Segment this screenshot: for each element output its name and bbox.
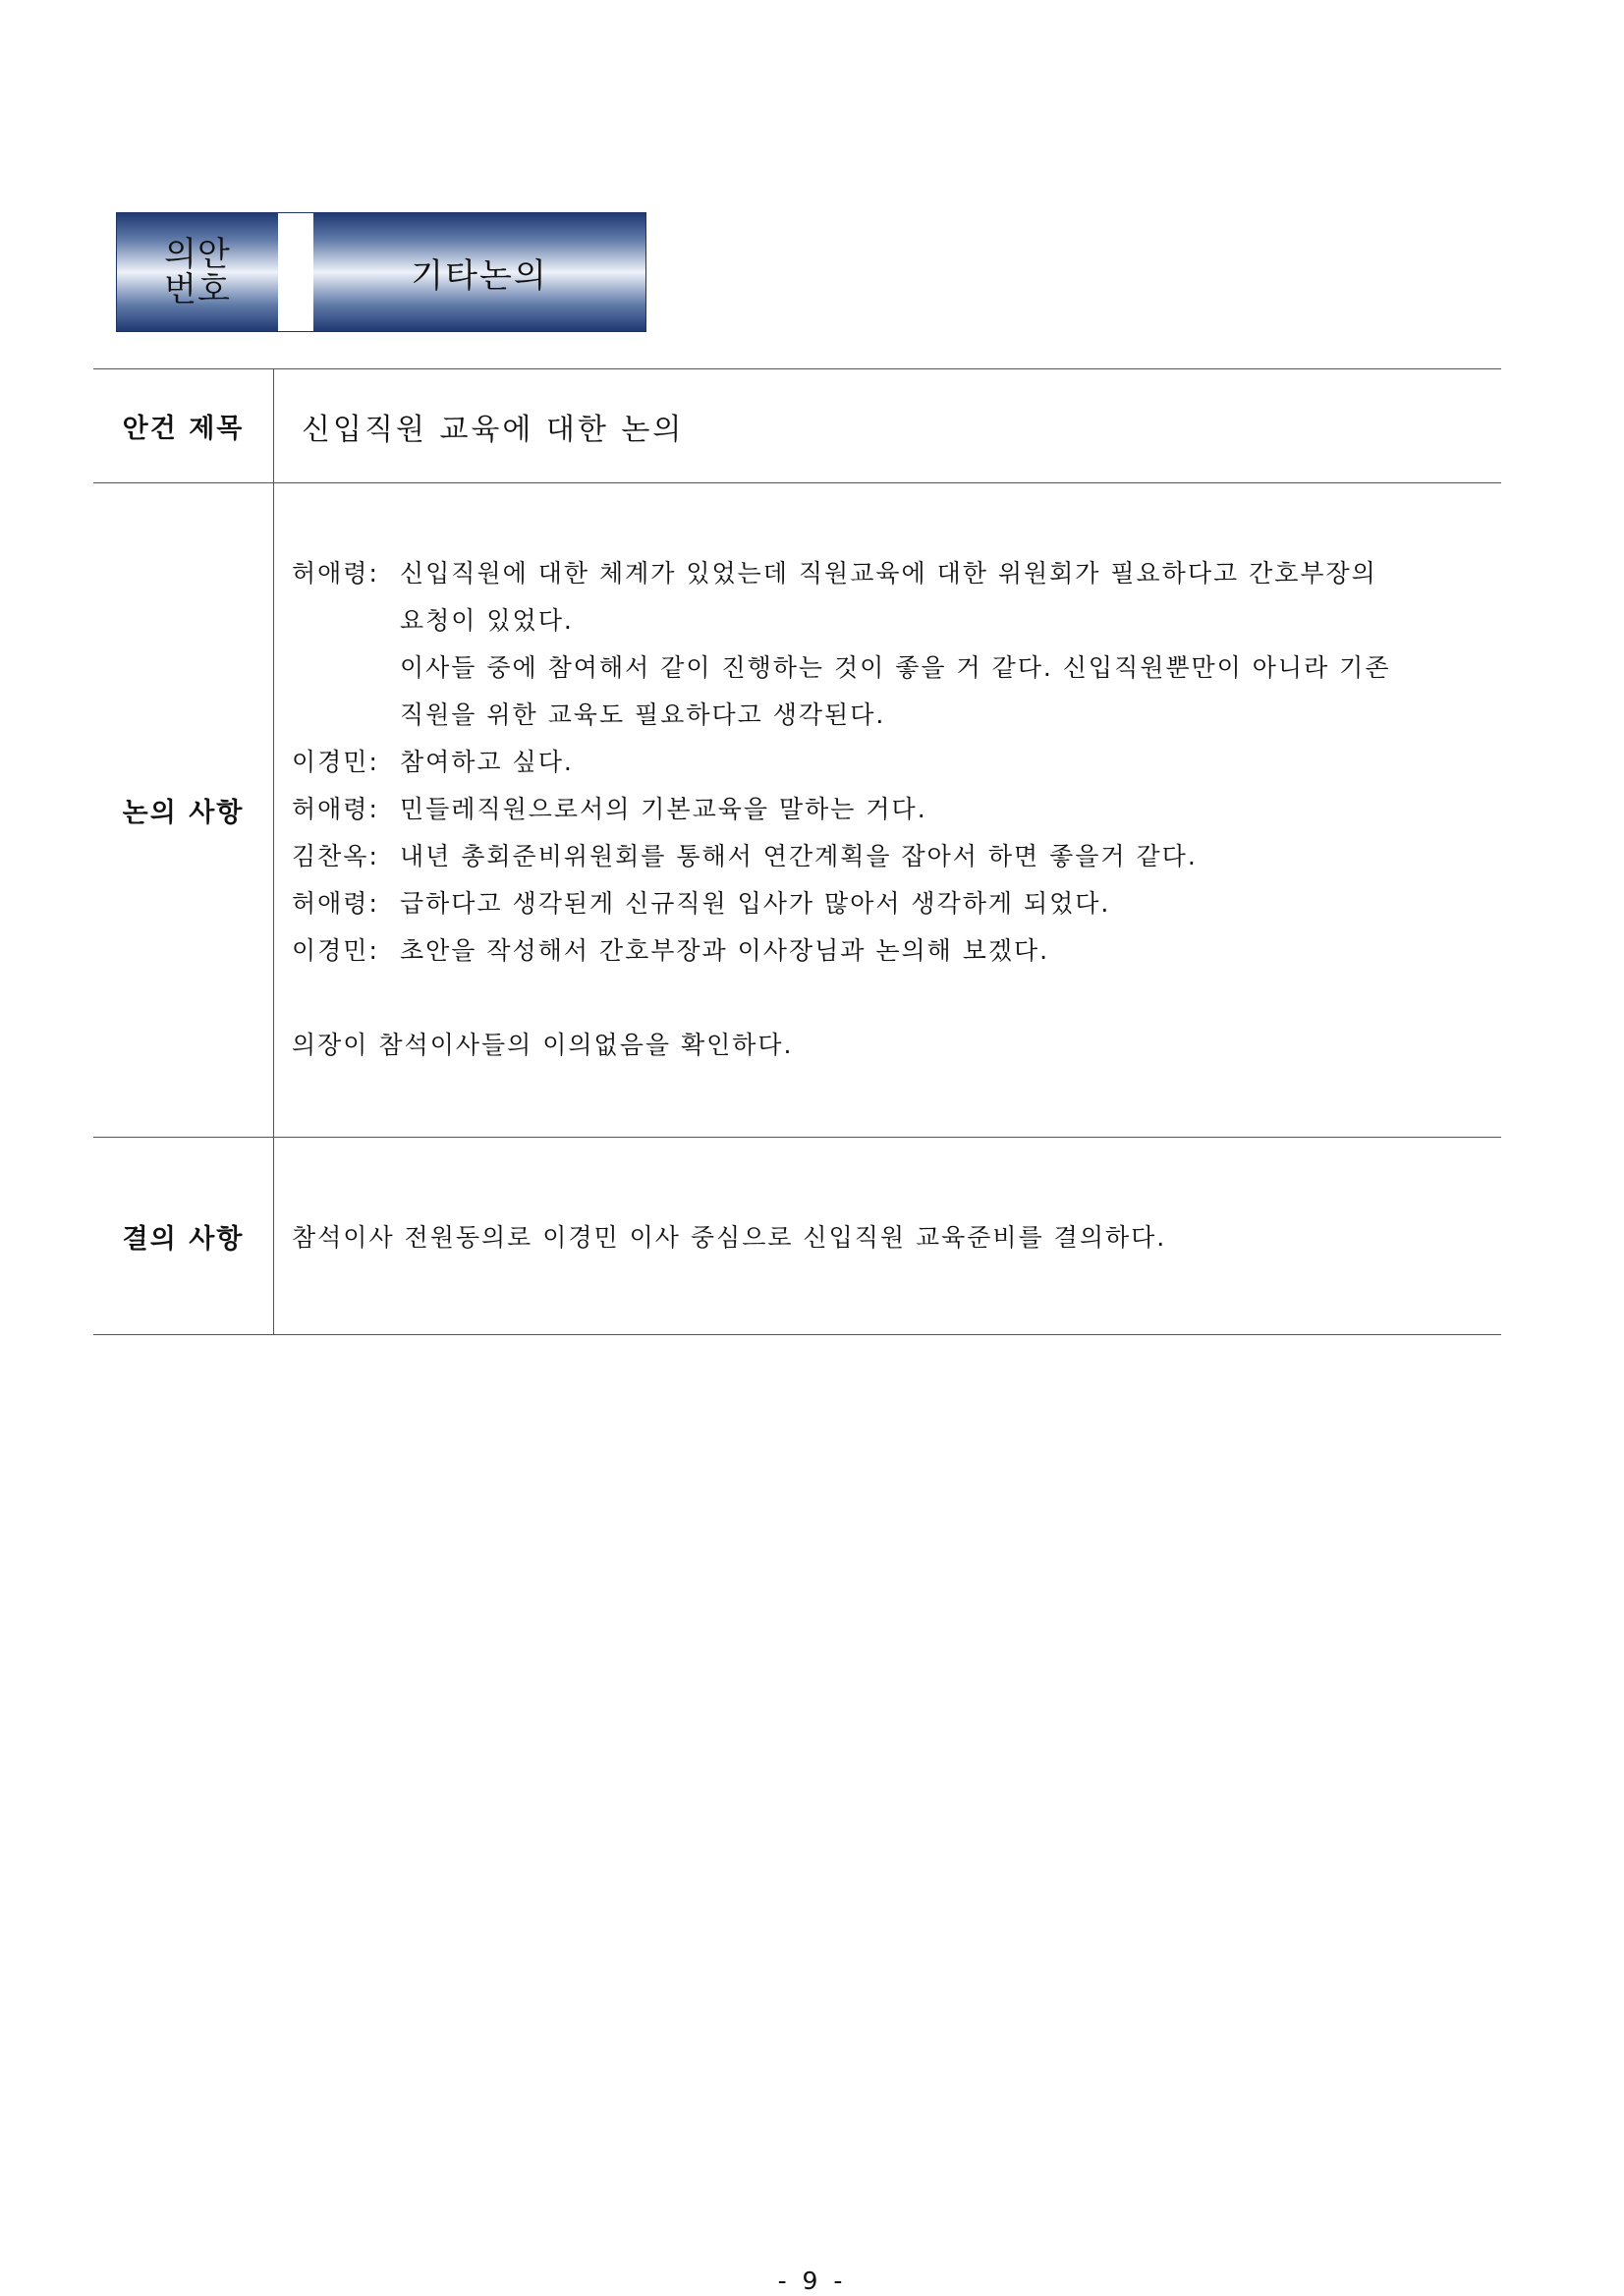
- utterance-text: 이사들 중에 참여해서 같이 진행하는 것이 좋을 거 같다. 신입직원뿐만이 아니라 기존: [400, 653, 1391, 682]
- utterance-text: 요청이 있었다.: [400, 606, 574, 635]
- resolution-value: 참석이사 전원동의로 이경민 이사 중심으로 신입직원 교육준비를 결의하다.: [292, 1223, 1167, 1252]
- discussion-line: [292, 878, 1497, 925]
- discussion-line: [292, 737, 1497, 784]
- resolution-row: [93, 1137, 1501, 1335]
- utterance-text: 급하다고 생각된게 신규직원 입사가 많아서 생각하게 되었다.: [400, 889, 1111, 918]
- agenda-header: [116, 212, 646, 332]
- utterance-text: 초안을 작성해서 간호부장과 이사장님과 논의해 보겠다.: [400, 936, 1050, 965]
- discussion-line: [292, 643, 1497, 690]
- spacer: [292, 973, 1497, 1020]
- utterance-text: 내년 총회준비위원회를 통해서 연간계획을 잡아서 하면 좋을거 같다.: [400, 842, 1198, 870]
- subject-row: [93, 368, 1501, 482]
- page-number: - 9 -: [777, 2267, 847, 2295]
- speaker-name: 허애령:: [292, 889, 379, 918]
- subject-label: 안건 제목: [93, 369, 274, 482]
- agenda-title: 기타논의: [313, 213, 645, 331]
- discussion-line: [292, 595, 1497, 643]
- speaker-name: 허애령:: [292, 559, 379, 588]
- discussion-label: 논의 사항: [93, 483, 274, 1137]
- utterance-text: 직원을 위한 교육도 필요하다고 생각된다.: [400, 700, 886, 729]
- discussion-row: [93, 482, 1501, 1137]
- discussion-line: [292, 690, 1497, 737]
- agenda-number-label: [117, 213, 278, 331]
- agenda-number-label-line1: 의안: [164, 235, 231, 274]
- discussion-line: [292, 831, 1497, 878]
- discussion-line: [292, 548, 1497, 595]
- discussion-line: [292, 925, 1497, 973]
- subject-value: 신입직원 교육에 대한 논의: [302, 412, 685, 447]
- speaker-name: 이경민:: [292, 748, 379, 776]
- discussion-body: [274, 483, 1501, 1137]
- agenda-divider: [278, 213, 313, 331]
- speaker-name: 이경민:: [292, 936, 379, 965]
- utterance-text: 참여하고 싶다.: [400, 748, 574, 776]
- agenda-number-label-line2: 번호: [164, 270, 231, 309]
- speaker-name: 김찬옥:: [292, 842, 379, 870]
- speaker-name: 허애령:: [292, 795, 379, 823]
- minutes-table: [93, 368, 1501, 1335]
- discussion-closing: 의장이 참석이사들의 이의없음을 확인하다.: [292, 1031, 794, 1059]
- discussion-line: [292, 784, 1497, 831]
- utterance-text: 신입직원에 대한 체계가 있었는데 직원교육에 대한 위원회가 필요하다고 간호부장의: [400, 559, 1377, 588]
- utterance-text: 민들레직원으로서의 기본교육을 말하는 거다.: [400, 795, 927, 823]
- resolution-label: 결의 사항: [93, 1138, 274, 1334]
